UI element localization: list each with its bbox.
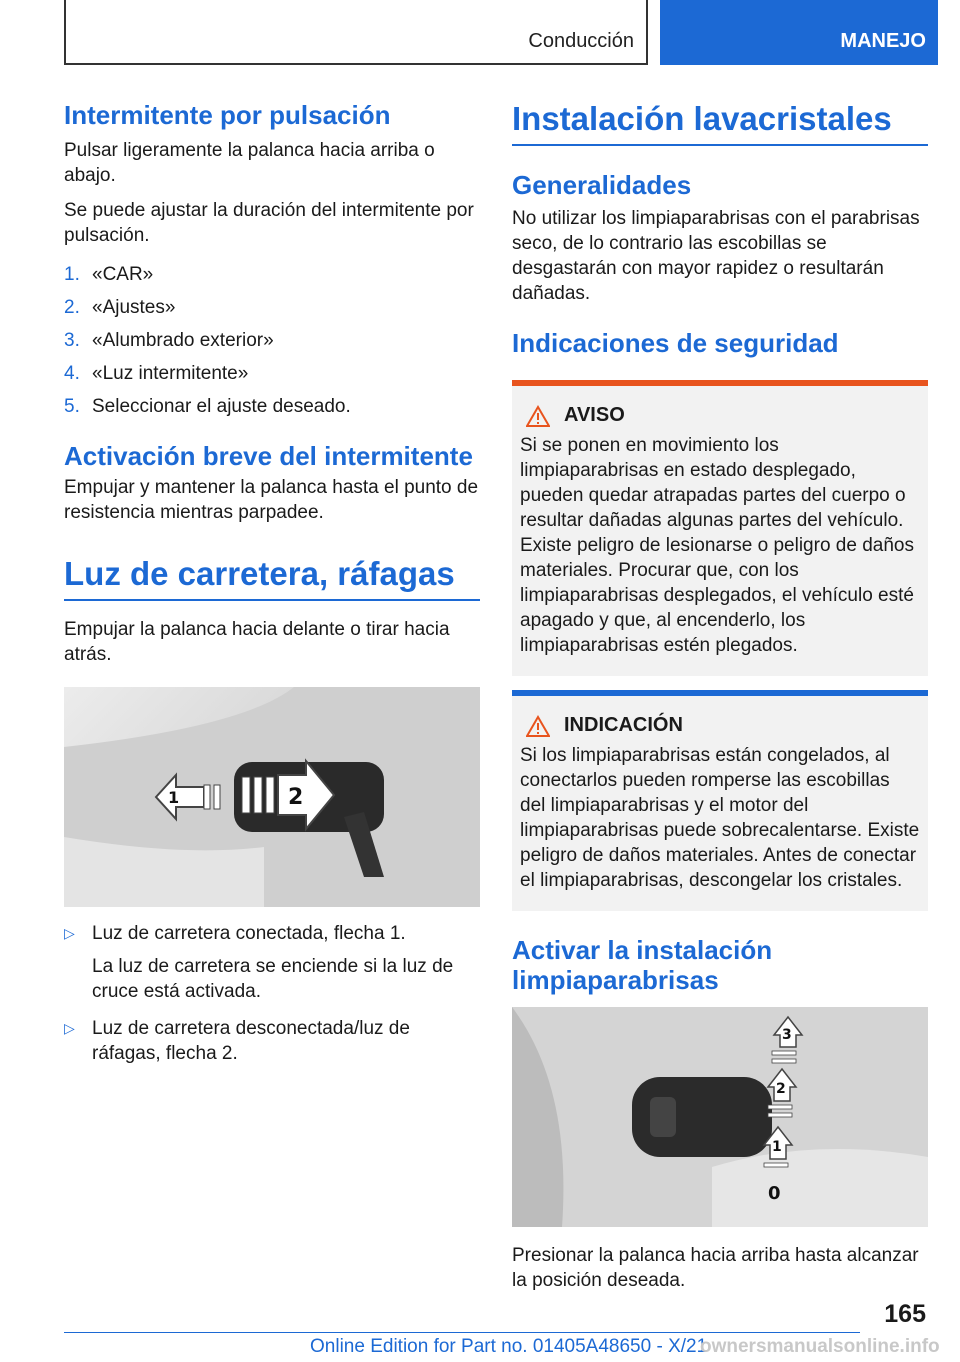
warning-triangle-icon bbox=[526, 715, 550, 737]
page-number: 165 bbox=[884, 1300, 926, 1328]
position-0-label: 0 bbox=[768, 1183, 781, 1204]
footer-divider bbox=[64, 1332, 860, 1333]
figure-wiper-lever bbox=[512, 1007, 928, 1227]
list-item: 3. «Alumbrado exterior» bbox=[64, 330, 274, 351]
paragraph: Presionar la palanca hacia arriba hasta alcanzar la posición deseada. bbox=[512, 1245, 919, 1291]
arrow-1-label: 1 bbox=[168, 788, 180, 807]
figure-high-beam-lever bbox=[64, 687, 480, 907]
header-chapter-label: MANEJO bbox=[840, 30, 926, 52]
header-section-tab bbox=[64, 0, 648, 65]
left-column bbox=[64, 100, 480, 1066]
list-item: 5. Seleccionar el ajuste deseado. bbox=[64, 396, 351, 417]
bullet-list bbox=[64, 921, 480, 1066]
footer-edition: Online Edition for Part no. 01405A48650 - X/21 bbox=[310, 1336, 708, 1357]
triangle-bullet-icon: ▷ bbox=[64, 1020, 75, 1036]
arrow-2-label: 2 bbox=[288, 785, 304, 810]
warning-box-aviso bbox=[512, 380, 928, 676]
list-item: 2. «Ajustes» bbox=[64, 297, 176, 318]
heading-instalacion-lavacristales: Instalación lavacristales bbox=[512, 100, 928, 146]
paragraph: Empujar y mantener la palanca hasta el punto de resistencia mientras parpadee. bbox=[64, 477, 479, 523]
heading-activacion-breve: Activación breve del intermitente bbox=[64, 441, 473, 471]
steps-list bbox=[64, 262, 480, 419]
list-item: ▷ Luz de carretera conectada, flecha 1. La luz de carretera se enciende si la luz de cruce está activada. bbox=[64, 923, 454, 1002]
paragraph: Se puede ajustar la duración del intermitente por pulsación. bbox=[64, 200, 474, 246]
paragraph: Pulsar ligeramente la palanca hacia arriba o abajo. bbox=[64, 140, 435, 186]
warning-triangle-icon bbox=[526, 405, 550, 427]
footer-watermark: ownersmanualsonline.info bbox=[700, 1336, 940, 1357]
notice-box-indicacion bbox=[512, 690, 928, 911]
heading-activar-limpiaparabrisas: Activar la instalación limpiaparabrisas bbox=[512, 935, 773, 995]
heading-generalidades: Generalidades bbox=[512, 170, 692, 200]
triangle-bullet-icon: ▷ bbox=[64, 925, 75, 941]
header-section-label: Conducción bbox=[528, 30, 634, 52]
svg-text:3: 3 bbox=[782, 1027, 792, 1043]
list-item: 1. «CAR» bbox=[64, 264, 154, 285]
header-chapter-tab bbox=[660, 0, 938, 65]
lever-illustration bbox=[64, 687, 480, 907]
warning-text: Si se ponen en movimiento los limpiaparabrisas en estado desplegado, pueden quedar atrapadas partes del cuerpo o resultar dañadas algunas partes del vehículo. Existe peligro de lesionarse o peligro de daños materiales. Procurar que, con los limpiaparabrisas desplegados, el vehículo esté apagado y que, al encenderlo, los limpiaparabrisas estén plegados. bbox=[520, 435, 914, 656]
list-item: ▷ Luz de carretera desconectada/luz de ráfagas, flecha 2. bbox=[64, 1018, 410, 1064]
svg-text:1: 1 bbox=[772, 1139, 782, 1155]
list-item: 4. «Luz intermitente» bbox=[64, 363, 249, 384]
wiper-illustration bbox=[512, 1007, 928, 1227]
warning-label: AVISO bbox=[564, 404, 625, 426]
right-column bbox=[512, 100, 928, 1293]
heading-luz-carretera: Luz de carretera, ráfagas bbox=[64, 555, 480, 601]
heading-indicaciones-seguridad: Indicaciones de seguridad bbox=[512, 328, 839, 358]
paragraph: No utilizar los limpiaparabrisas con el parabrisas seco, de lo contrario las escobillas se desgastarán con mayor rapidez o resultarán dañadas. bbox=[512, 208, 920, 304]
notice-text: Si los limpiaparabrisas están congelados, al conectarlos pueden romperse las escobillas del limpiaparabrisas y el motor del limpiaparabrisas puede sobrecalentarse. Existe peligro de daños materiales. Antes de conectar el limpiaparabrisas, descongelar los cristales. bbox=[520, 745, 920, 891]
heading-intermitente-pulsacion: Intermitente por pulsación bbox=[64, 100, 391, 130]
paragraph: Empujar la palanca hacia delante o tirar hacia atrás. bbox=[64, 619, 450, 665]
svg-text:2: 2 bbox=[776, 1081, 786, 1097]
notice-label: INDICACIÓN bbox=[564, 714, 683, 736]
